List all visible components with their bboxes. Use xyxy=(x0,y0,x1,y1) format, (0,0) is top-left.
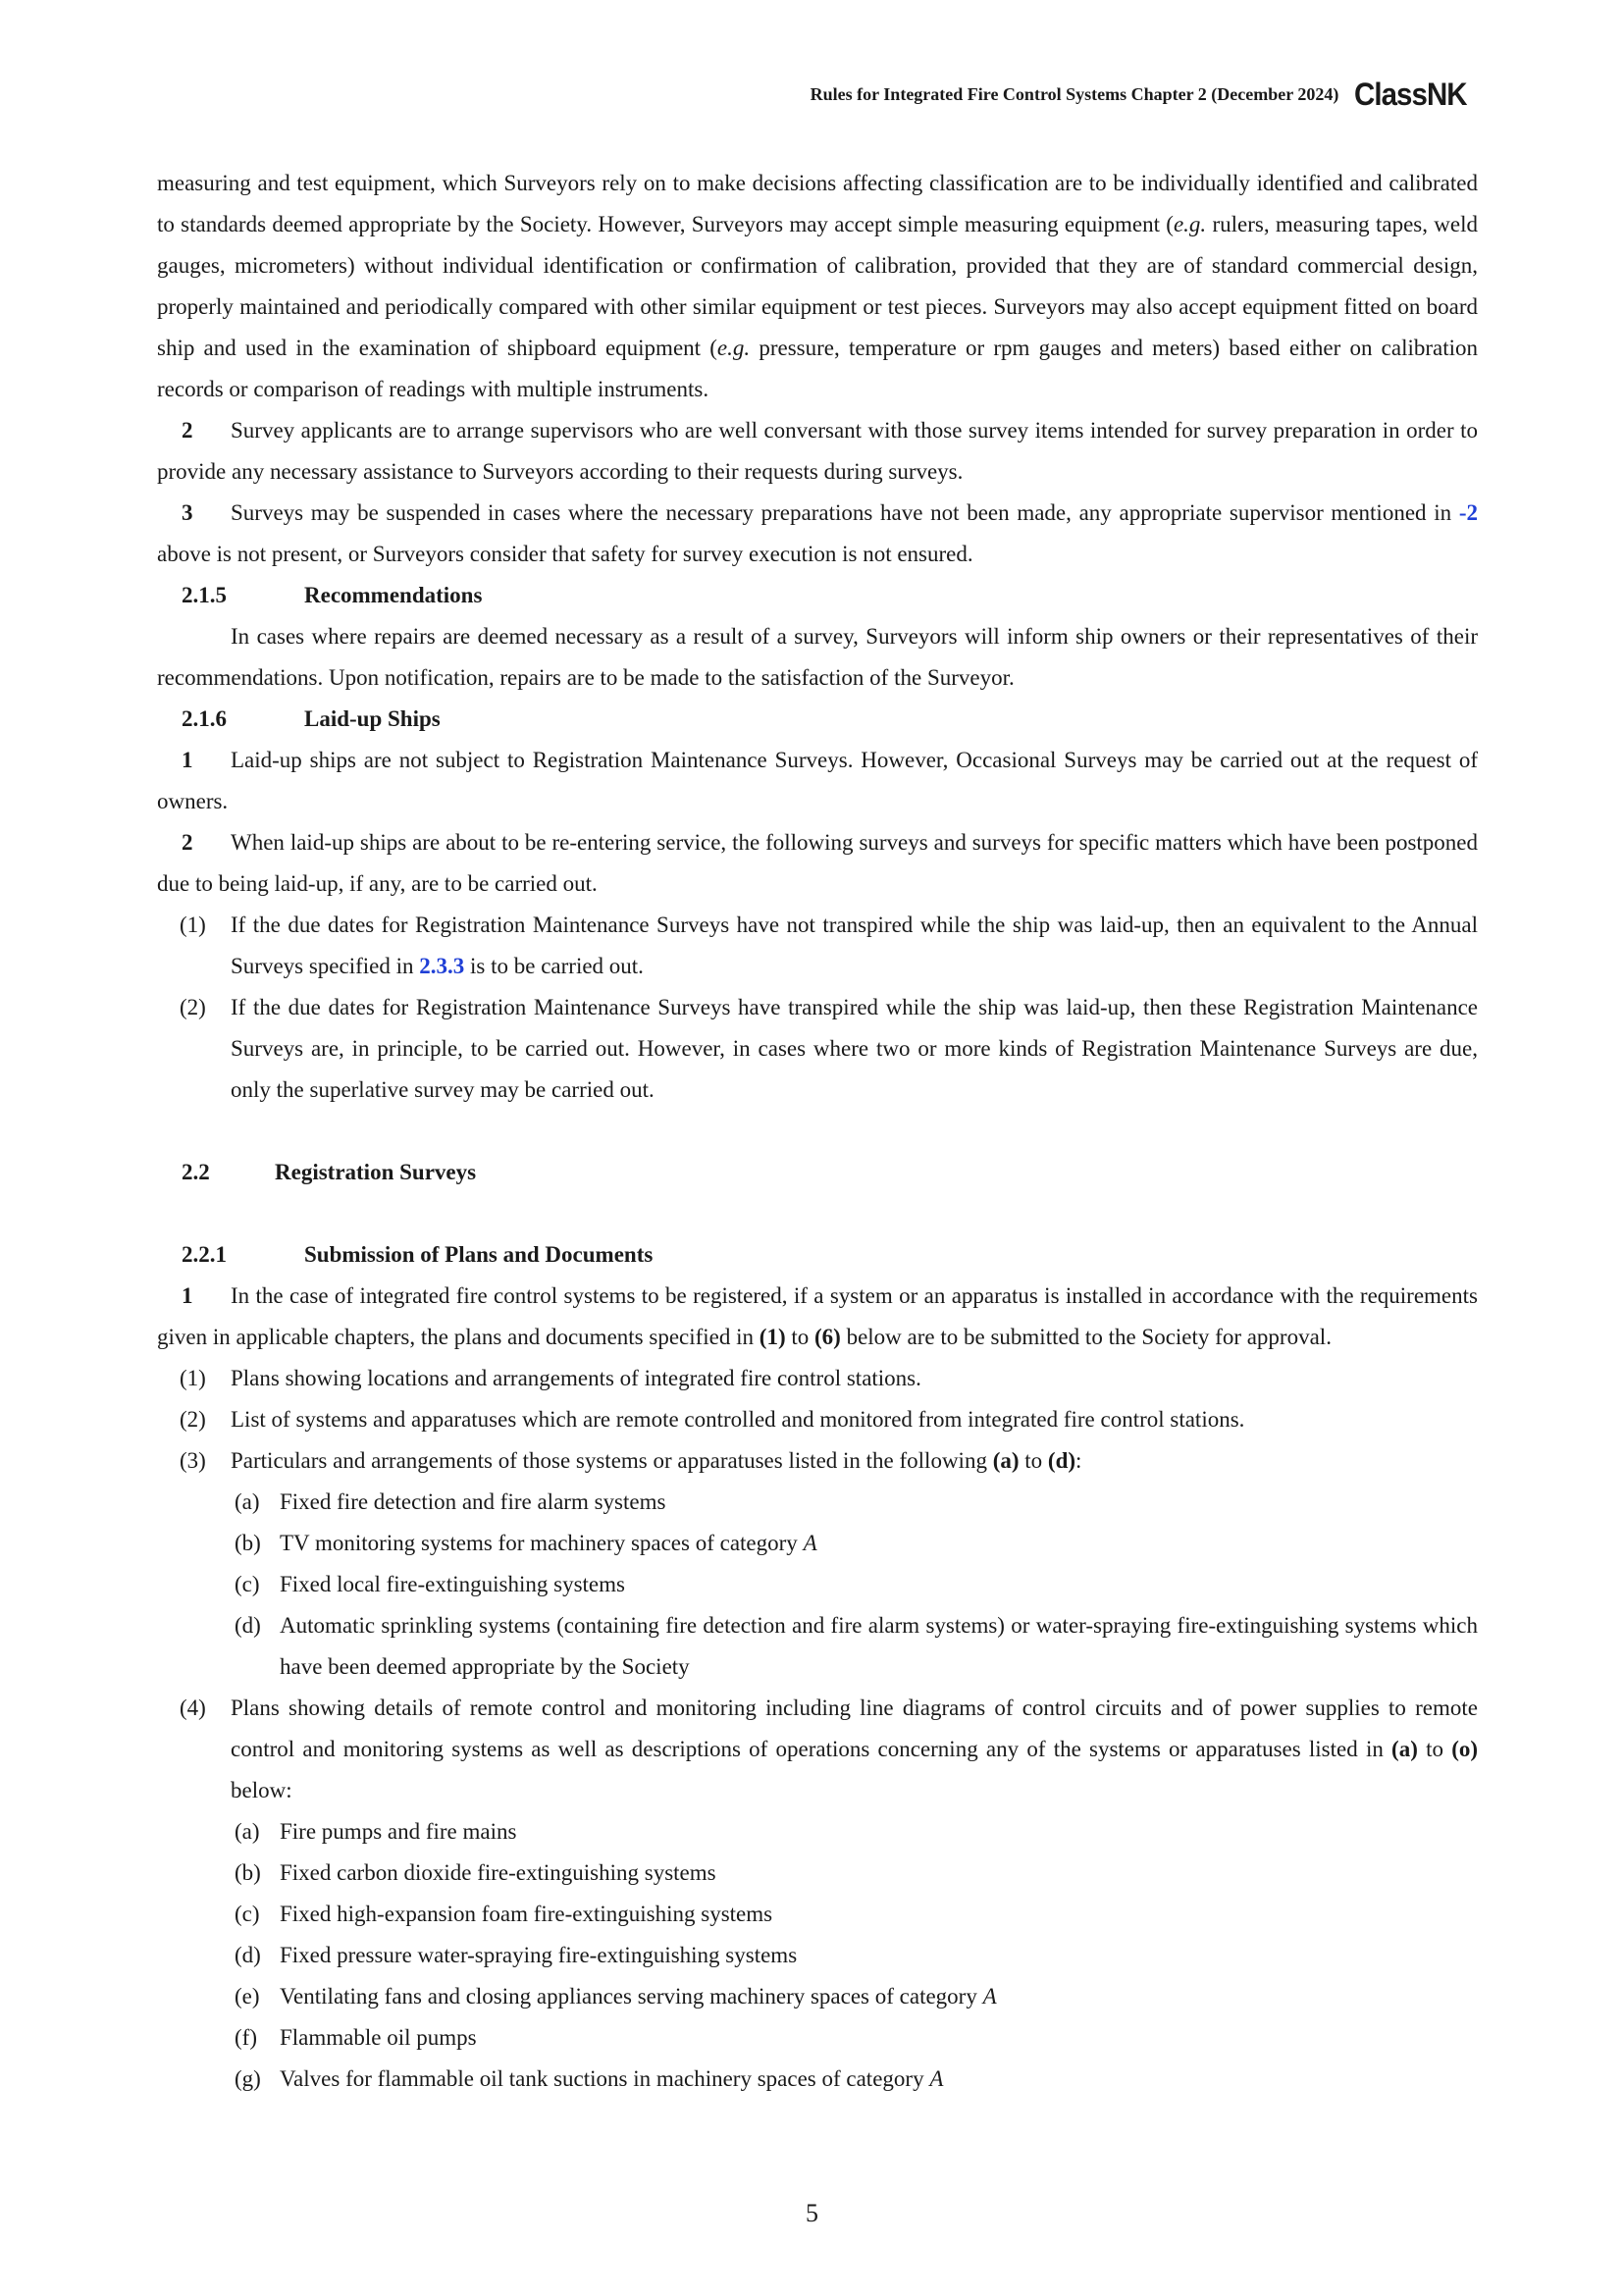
submission-paragraph-1: 1 In the case of integrated fire control systems to be registered, if a system or an apparatus is installed in accordance with the requirements given in applicable chapters, the plans and documents specified in (1) to (6) below are to be submitted to the Society for approval. xyxy=(157,1283,1478,1349)
list-item: (1) If the due dates for Registration Maintenance Surveys have not transpired while the ship was laid-up, then an equivalent to the Annual Surveys specified in 2.3.3 is to be carried out. xyxy=(180,913,1478,978)
list-item: (3) Particulars and arrangements of those systems or apparatuses listed in the following (a) to (d): xyxy=(180,1448,1082,1473)
sub-list-item: (b) TV monitoring systems for machinery spaces of category A xyxy=(235,1531,817,1555)
classnk-logo: ClassNK xyxy=(1354,77,1468,112)
section-heading-2-1-6: 2.1.6 Laid-up Ships xyxy=(182,706,441,731)
section-heading-2-1-5: 2.1.5 Recommendations xyxy=(182,583,483,607)
sub-list-item: (d) Automatic sprinkling systems (containing fire detection and fire alarm systems) or water-spraying fire-extinguishing systems which have been deemed appropriate by the Society xyxy=(235,1613,1478,1679)
sub-list-item: (e) Ventilating fans and closing appliances serving machinery spaces of category A xyxy=(235,1984,997,2009)
list-item: (2) List of systems and apparatuses which are remote controlled and monitored from integrated fire control stations. xyxy=(180,1407,1245,1432)
recommendations-text: In cases where repairs are deemed necessary as a result of a survey, Surveyors will inform ship owners or their representatives of their recommendations. Upon notification, repairs are to be made to the satisfaction of the Surveyor. xyxy=(157,624,1478,690)
sub-list-item: (c) Fixed local fire-extinguishing systems xyxy=(235,1572,625,1596)
list-item: (4) Plans showing details of remote control and monitoring including line diagrams of control circuits and of power supplies to remote control and monitoring systems as well as descriptions of operations concerning any of the systems or apparatuses listed in (a) to (o) below: xyxy=(180,1696,1479,1802)
sub-list-item: (a) Fire pumps and fire mains xyxy=(235,1819,517,1844)
sub-list-item: (c) Fixed high-expansion foam fire-extinguishing systems xyxy=(235,1902,773,1926)
paragraph-continued: measuring and test equipment, which Surveyors rely on to make decisions affecting classification are to be individually identified and calibrated to standards deemed appropriate by the Society. However, Surveyors may accept simple measuring equipment (e.g. rulers, measuring tapes, weld gauges, micrometers) without individual identification or confirmation of calibration, provided that they are of standard commercial design, properly maintained and periodically compared with other similar equipment or test pieces. Surveyors may also accept equipment fitted on board ship and used in the examination of shipboard equipment (e.g. pressure, temperature or rpm gauges and meters) based either on calibration records or comparison of readings with multiple instruments. xyxy=(157,171,1479,401)
document-body xyxy=(157,163,1478,2100)
sub-list-item: (g) Valves for flammable oil tank suctions in machinery spaces of category A xyxy=(235,2066,944,2091)
cross-reference-link[interactable]: -2 xyxy=(1458,500,1478,525)
list-item: (1) Plans showing locations and arrangements of integrated fire control stations. xyxy=(180,1366,921,1390)
list-item: (2) If the due dates for Registration Maintenance Surveys have transpired while the ship was laid-up, then these Registration Maintenance Surveys are, in principle, to be carried out. However, in cases where two or more kinds of Registration Maintenance Surveys are due, only the superlative survey may be carried out. xyxy=(180,995,1478,1102)
header-title: Rules for Integrated Fire Control Systems Chapter 2 (December 2024) xyxy=(810,84,1339,104)
section-heading-2-2: 2.2 Registration Surveys xyxy=(182,1160,477,1184)
paragraph-2: 2 Survey applicants are to arrange supervisors who are well conversant with those survey items intended for survey preparation in order to provide any necessary assistance to Surveyors according to their requests during surveys. xyxy=(157,418,1478,484)
sub-list-item: (f) Flammable oil pumps xyxy=(235,2025,477,2050)
running-header xyxy=(811,75,1477,114)
page-number: 5 xyxy=(806,2199,818,2227)
laid-up-paragraph-1: 1 Laid-up ships are not subject to Registration Maintenance Surveys. However, Occasional Surveys may be carried out at the request of owners. xyxy=(157,748,1478,813)
laid-up-paragraph-2: 2 When laid-up ships are about to be re-entering service, the following surveys and surveys for specific matters which have been postponed due to being laid-up, if any, are to be carried out. xyxy=(157,830,1478,896)
paragraph-3: 3 Surveys may be suspended in cases where the necessary preparations have not been made, any appropriate supervisor mentioned in -2 above is not present, or Surveyors consider that safety for survey execution is not ensured. xyxy=(157,500,1478,566)
sub-list-item: (a) Fixed fire detection and fire alarm systems xyxy=(235,1489,666,1514)
section-heading-2-2-1: 2.2.1 Submission of Plans and Documents xyxy=(182,1242,654,1267)
sub-list-item: (b) Fixed carbon dioxide fire-extinguishing systems xyxy=(235,1860,716,1885)
sub-list-item: (d) Fixed pressure water-spraying fire-extinguishing systems xyxy=(235,1943,798,1967)
cross-reference-link[interactable]: 2.3.3 xyxy=(419,954,465,978)
